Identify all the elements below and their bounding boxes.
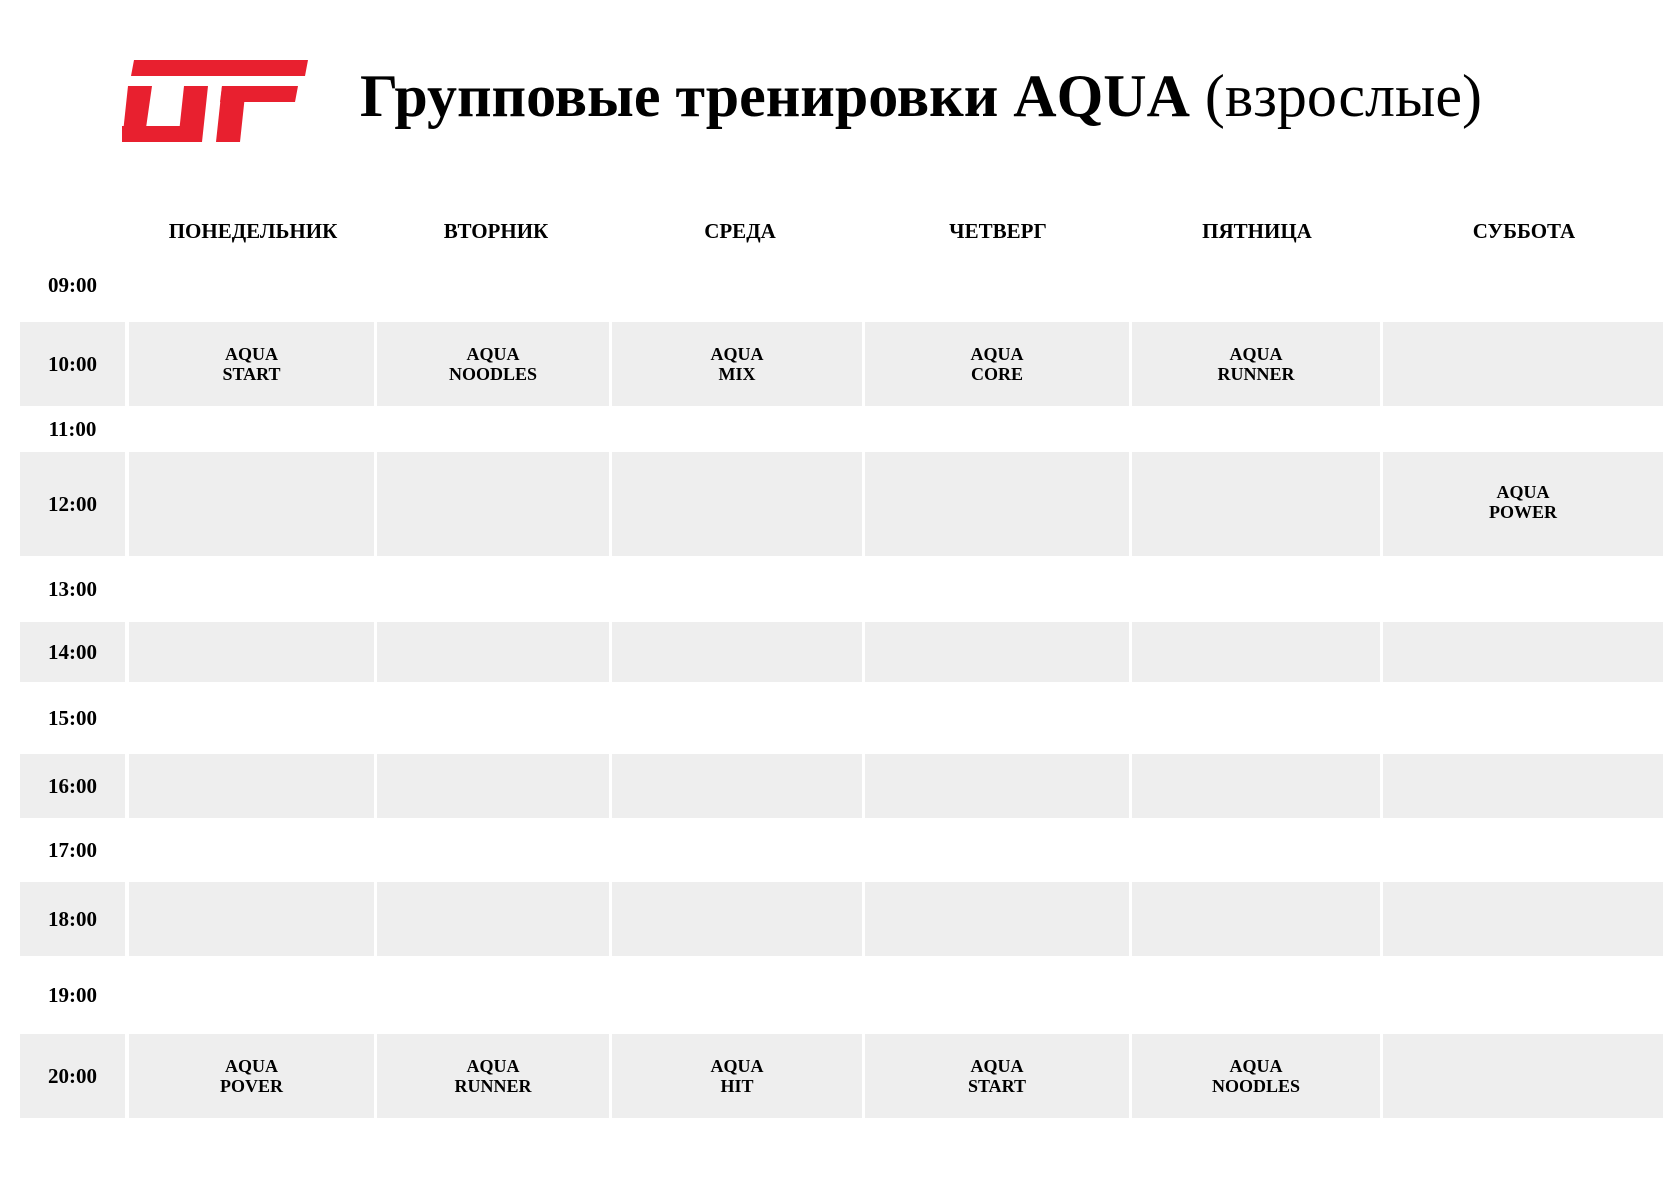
class-cell <box>377 250 609 320</box>
time-label: 09:00 <box>48 272 97 297</box>
day-header: СУББОТА <box>1472 219 1576 243</box>
class-cell <box>612 958 862 1032</box>
class-name-line: AQUA <box>1229 1056 1283 1076</box>
class-cell <box>612 322 862 406</box>
class-cell <box>1383 408 1663 450</box>
class-cell <box>865 820 1129 880</box>
class-name-line: AQUA <box>1229 344 1283 364</box>
class-cell <box>865 452 1129 556</box>
schedule-row <box>20 622 1663 682</box>
class-name-line: AQUA <box>1496 482 1550 502</box>
class-cell <box>612 250 862 320</box>
class-cell <box>612 882 862 956</box>
class-cell <box>865 754 1129 818</box>
class-cell <box>377 322 609 406</box>
class-cell <box>612 1034 862 1118</box>
time-label: 16:00 <box>20 754 125 818</box>
time-label: 20:00 <box>20 1034 125 1118</box>
class-cell <box>1383 684 1663 752</box>
schedule-row <box>20 754 1663 818</box>
page-title-normal: (взрослые) <box>1204 63 1482 129</box>
time-label: 12:00 <box>20 452 125 556</box>
schedule-row <box>20 882 1663 956</box>
class-cell <box>1383 754 1663 818</box>
class-cell <box>129 1034 374 1118</box>
time-label: 13:00 <box>48 576 97 601</box>
class-cell <box>1383 1034 1663 1118</box>
class-name-line: START <box>967 1076 1027 1096</box>
schedule-row <box>20 452 1663 556</box>
class-cell <box>612 408 862 450</box>
class-cell <box>377 958 609 1032</box>
class-cell <box>377 820 609 880</box>
class-name-line: MIX <box>718 364 756 384</box>
class-name-line: AQUA <box>466 344 520 364</box>
class-cell <box>1383 322 1663 406</box>
class-cell <box>612 558 862 620</box>
day-header: ПЯТНИЦА <box>1202 219 1312 243</box>
class-name-line: POVER <box>220 1076 283 1096</box>
class-cell <box>1132 452 1380 556</box>
page-title <box>360 58 1610 134</box>
class-cell <box>1132 408 1380 450</box>
class-name-line: RUNNER <box>454 1076 532 1096</box>
class-cell <box>129 820 374 880</box>
class-cell <box>1132 754 1380 818</box>
class-cell <box>129 754 374 818</box>
schedule-row <box>20 558 1663 620</box>
class-cell <box>1132 958 1380 1032</box>
class-name-line: AQUA <box>225 344 278 364</box>
class-cell <box>612 684 862 752</box>
class-cell <box>1132 820 1380 880</box>
class-name-line: POWER <box>1488 502 1557 522</box>
class-cell <box>1383 958 1663 1032</box>
class-cell <box>865 408 1129 450</box>
class-cell <box>129 958 374 1032</box>
class-name-line: AQUA <box>710 344 764 364</box>
class-cell <box>129 408 374 450</box>
class-name-line: AQUA <box>466 1056 520 1076</box>
class-cell <box>129 558 374 620</box>
class-name-line: AQUA <box>710 1056 764 1076</box>
class-cell <box>1132 322 1380 406</box>
class-cell <box>129 684 374 752</box>
class-cell <box>129 622 374 682</box>
class-name-line: NOODLES <box>448 364 538 384</box>
class-cell <box>865 1034 1129 1118</box>
schedule-row <box>20 408 1663 450</box>
day-header: ВТОРНИК <box>443 219 549 243</box>
time-label: 15:00 <box>48 705 97 730</box>
class-cell <box>1383 452 1663 556</box>
class-cell <box>865 958 1129 1032</box>
class-cell <box>129 250 374 320</box>
class-cell <box>377 684 609 752</box>
class-cell <box>129 452 374 556</box>
page-title-bold: Групповые тренировки AQUA <box>360 63 1190 129</box>
class-cell <box>377 1034 609 1118</box>
class-cell <box>377 452 609 556</box>
day-header: ПОНЕДЕЛЬНИК <box>168 219 338 243</box>
class-cell <box>1383 558 1663 620</box>
class-name-line: START <box>222 364 281 384</box>
class-name-line: RUNNER <box>1217 364 1295 384</box>
class-cell <box>612 452 862 556</box>
class-cell <box>377 882 609 956</box>
class-cell <box>1132 558 1380 620</box>
class-name-line: CORE <box>970 364 1023 384</box>
schedule-row <box>20 820 1663 880</box>
schedule-row <box>20 322 1663 406</box>
class-cell <box>865 622 1129 682</box>
schedule-row <box>20 684 1663 752</box>
day-header: СРЕДА <box>704 219 776 243</box>
class-cell <box>865 250 1129 320</box>
class-name-line: AQUA <box>970 1056 1024 1076</box>
class-name-line: NOODLES <box>1211 1076 1301 1096</box>
class-cell <box>129 882 374 956</box>
schedule-row <box>20 1034 1663 1118</box>
time-label: 18:00 <box>20 882 125 956</box>
class-cell <box>865 882 1129 956</box>
day-header: ЧЕТВЕРГ <box>949 219 1047 243</box>
class-cell <box>1132 622 1380 682</box>
schedule-row <box>20 250 1663 320</box>
uf-logo-icon <box>122 60 308 142</box>
class-cell <box>1132 250 1380 320</box>
time-label: 14:00 <box>20 622 125 682</box>
class-name-line: HIT <box>720 1076 754 1096</box>
class-name-line: AQUA <box>225 1056 278 1076</box>
class-cell <box>377 408 609 450</box>
class-cell <box>1132 1034 1380 1118</box>
class-cell <box>1383 250 1663 320</box>
class-cell <box>129 322 374 406</box>
class-cell <box>377 622 609 682</box>
time-label: 11:00 <box>48 416 97 441</box>
class-cell <box>865 684 1129 752</box>
schedule-row <box>20 958 1663 1032</box>
class-cell <box>865 322 1129 406</box>
class-cell <box>377 754 609 818</box>
class-name-line: AQUA <box>970 344 1024 364</box>
class-cell <box>612 622 862 682</box>
time-label: 17:00 <box>48 837 97 862</box>
class-cell <box>865 558 1129 620</box>
class-cell <box>1383 622 1663 682</box>
class-cell <box>1132 684 1380 752</box>
class-cell <box>377 558 609 620</box>
time-label: 10:00 <box>20 322 125 406</box>
class-cell <box>1383 820 1663 880</box>
time-label: 19:00 <box>48 982 97 1007</box>
class-cell <box>612 754 862 818</box>
class-cell <box>1383 882 1663 956</box>
class-cell <box>1132 882 1380 956</box>
class-cell <box>612 820 862 880</box>
